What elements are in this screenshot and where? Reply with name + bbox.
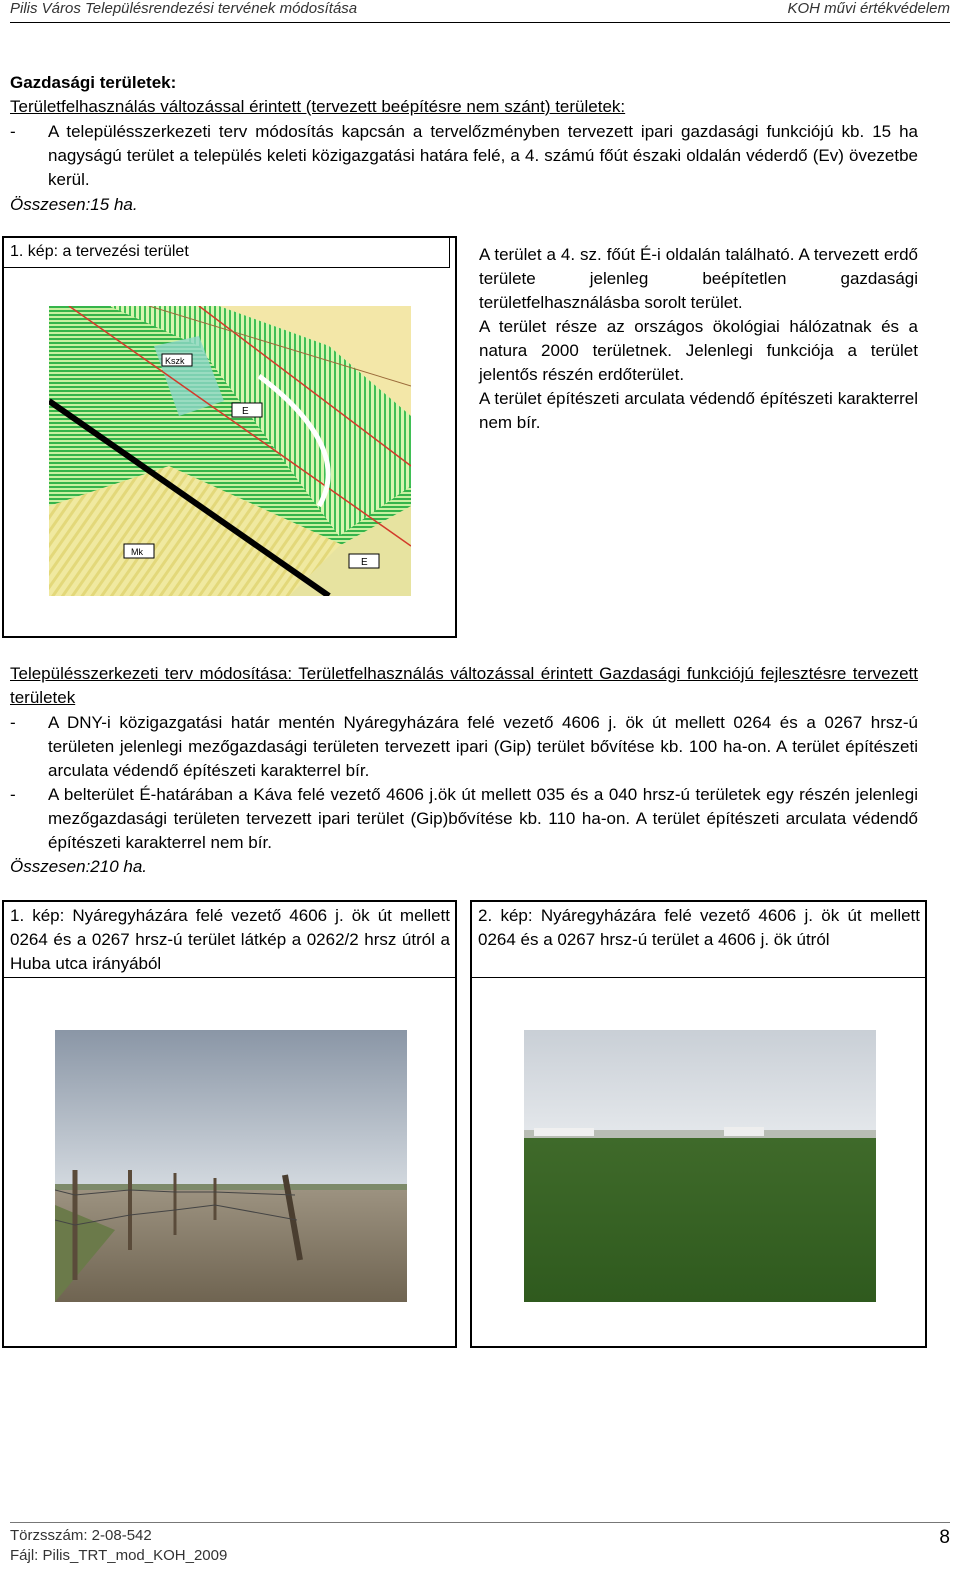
description-para-1: A terület a 4. sz. főút É-i oldalán található. A tervezett erdő területe jelenleg beépítetlen gazdasági területfelhasználásba sorolt terület. xyxy=(479,245,918,312)
section2-title: Településszerkezeti terv módosítása: Területfelhasználás változással érintett Gazdasági funkciójú fejlesztésre tervezett területek xyxy=(10,664,918,707)
figure-caption-map: 1. kép: a tervezési terület xyxy=(4,238,450,268)
map-description xyxy=(479,243,918,435)
description-para-3: A terület építészeti arculata védendő építészeti karakterrel nem bír. xyxy=(479,389,918,432)
map-label-e1: E xyxy=(242,406,249,417)
photo1-caption: 1. kép: Nyáregyházára felé vezető 4606 j. ök út mellett 0264 és a 0267 hrsz-ú terület látkép a 0262/2 hrsz útról a Huba utca irányából xyxy=(4,902,457,978)
map-label-e2: E xyxy=(361,557,368,568)
page-header xyxy=(10,0,950,23)
bullet-dash: - xyxy=(10,785,16,804)
section1-total: Összesen:15 ha. xyxy=(10,195,138,214)
map-label-mk: Mk xyxy=(131,547,143,557)
photo2-caption: 2. kép: Nyáregyházára felé vezető 4606 j. ök út mellett 0264 és a 0267 hrsz-ú terület a 4606 j. ök útról xyxy=(472,902,927,978)
figure-box-map xyxy=(2,236,457,638)
photo-box-2 xyxy=(470,900,927,1348)
section2-bullet-1-text: A DNY-i közigazgatási határ mentén Nyáregyházára felé vezető 4606 j. ök út mellett 0264 és a 0267 hrsz-ú területen jelenlegi mezőgazdasági területen tervezett ipari (Gip) terület bővítése kb. 100 ha-on. A terület építészeti arculata védendő építészeti karakterrel bír. xyxy=(48,713,918,780)
bullet-dash: - xyxy=(10,122,16,141)
section1-bullet-text: A településszerkezeti terv módosítás kapcsán a tervelőzményben tervezett ipari gazdasági funkciójú kb. 15 ha nagyságú terület a település keleti közigazgatási határa felé, a 4. számú főút északi oldalán véderdő (Ev) övezetbe kerül. xyxy=(48,122,918,189)
section2-total: Összesen:210 ha. xyxy=(10,857,148,876)
page-number: 8 xyxy=(939,1527,950,1548)
bullet-dash: - xyxy=(10,713,16,732)
photo-box-1 xyxy=(2,900,457,1348)
photo-field-fence xyxy=(55,1030,407,1302)
photo-green-field xyxy=(524,1030,876,1302)
page-footer xyxy=(10,1522,950,1564)
footer-filename: Fájl: Pilis_TRT_mod_KOH_2009 xyxy=(10,1547,228,1564)
section2-bullet-2 xyxy=(10,783,918,855)
section1-subtitle: Területfelhasználás változással érintett (tervezett beépítésre nem szánt) területek: xyxy=(10,97,626,116)
zoning-map xyxy=(49,306,411,596)
description-para-2: A terület része az országos ökológiai hálózatnak és a natura 2000 területnek. Jelenlegi funkciója a terület jelentős részén erdőterület. xyxy=(479,317,918,384)
header-right: KOH művi értékvédelem xyxy=(787,0,950,17)
footer-registry-number: Törzsszám: 2-08-542 xyxy=(10,1527,152,1544)
section2-bullet-2-text: A belterület É-határában a Káva felé vezető 4606 j.ök út mellett 035 és a 040 hrsz-ú területek egy részén jelenlegi mezőgazdasági területen tervezett ipari terület (Gip)bővítése kb. 110 ha-on. A terület építészeti arculata védendő építészeti karakterrel nem bír. xyxy=(48,785,918,852)
section1-bullet xyxy=(10,120,918,192)
section1-title: Gazdasági területek: xyxy=(10,73,177,92)
map-label-kszk: Kszk xyxy=(165,356,185,366)
section2-bullet-1 xyxy=(10,711,918,783)
header-title: Pilis Város Településrendezési tervének módosítása xyxy=(10,0,358,17)
